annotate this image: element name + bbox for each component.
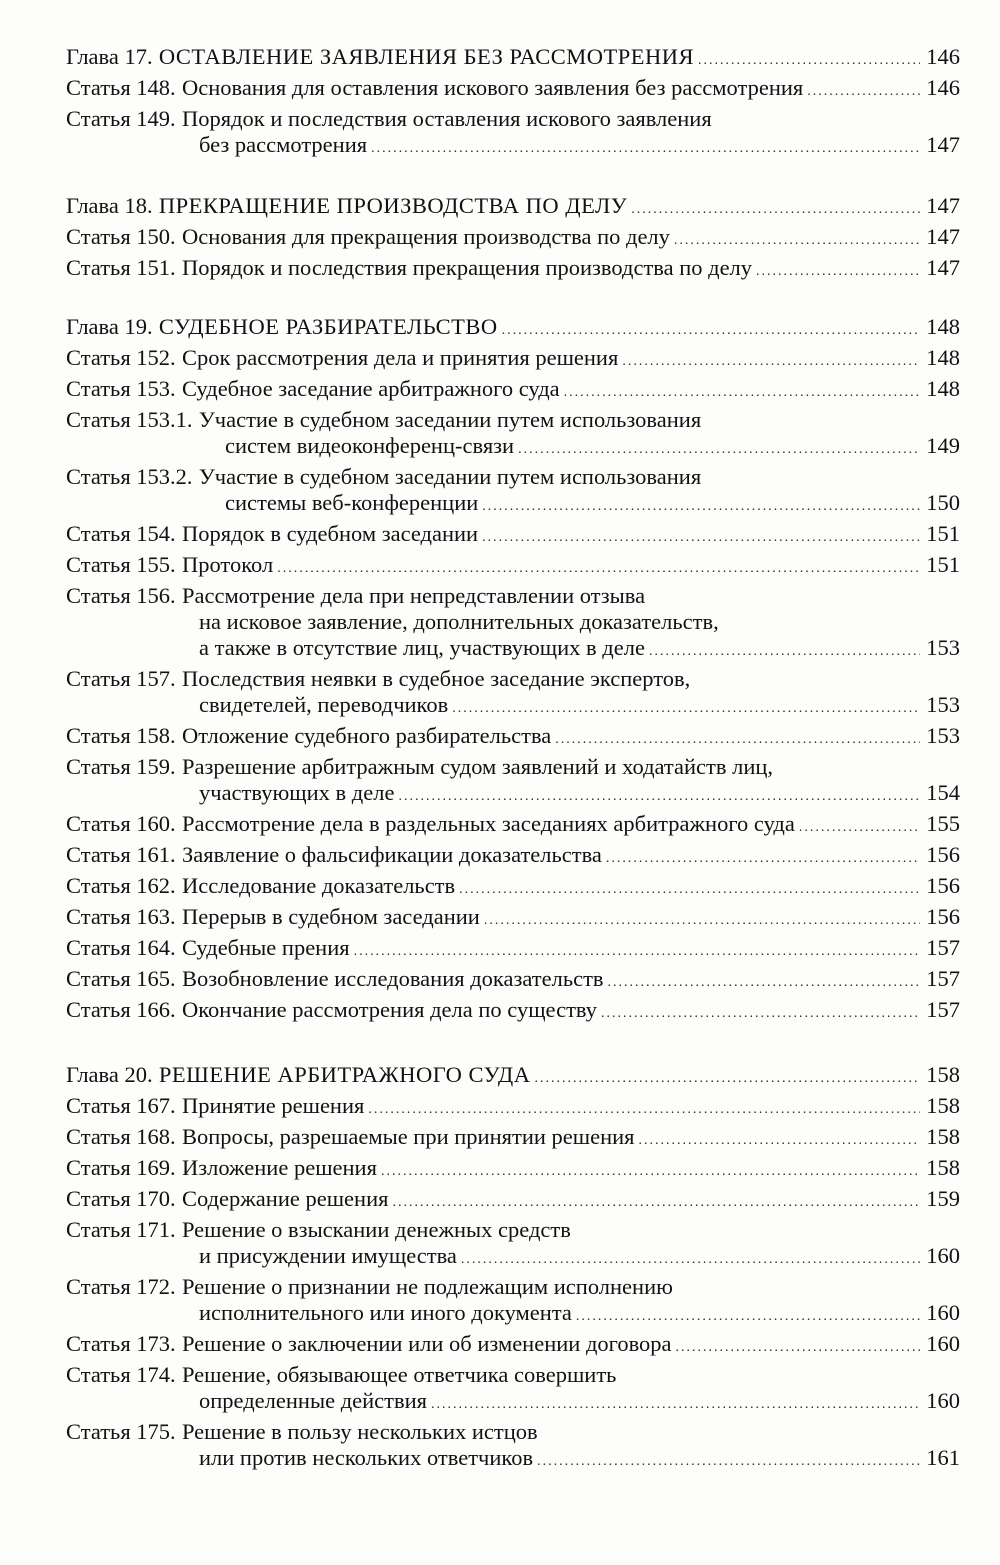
page-number: 154 [926,780,960,805]
toc-entry[interactable] [66,521,960,547]
article-label: Статья 157. [66,666,176,691]
article-title: и присуждении имущества [199,1243,457,1268]
toc-entry[interactable] [66,997,960,1023]
article-title: Последствия неявки в судебное заседание экспертов, [181,666,691,691]
page-number: 151 [926,521,960,546]
page-number: 158 [926,1155,960,1180]
leader-dots [392,1190,920,1216]
page-number: 158 [926,1062,960,1087]
leader-dots [482,494,920,520]
article-label: Статья 165. [66,966,176,991]
article-label: Статья 150. [66,224,176,249]
article-label: Статья 152. [66,345,176,370]
page-number: 157 [926,966,960,991]
leader-dots [606,846,920,872]
leader-dots [698,48,920,74]
page-number: 158 [926,1093,960,1118]
article-label: Статья 174. [66,1362,176,1387]
page-number: 159 [926,1186,960,1211]
article-label: Статья 164. [66,935,176,960]
page-number: 150 [926,490,960,515]
leader-dots [564,380,920,406]
page-number: 148 [926,345,960,370]
page-number: 147 [926,255,960,280]
chapter-title: ПРЕКРАЩЕНИЕ ПРОИЗВОДСТВА ПО ДЕЛУ [158,193,628,218]
article-label: Статья 153. [66,376,176,401]
article-title: Окончание рассмотрения дела по существу [181,997,598,1022]
toc-entry[interactable] [66,552,960,578]
toc-entry[interactable] [66,904,960,930]
chapter-title: РЕШЕНИЕ АРБИТРАЖНОГО СУДА [158,1062,531,1087]
article-label: Статья 153.2. [66,464,193,489]
article-label: Статья 173. [66,1331,176,1356]
page-number: 153 [926,635,960,660]
article-title: Отложение судебного разбирательства [181,723,552,748]
leader-dots [381,1159,920,1185]
chapter-label: Глава 19. [66,314,153,339]
article-title: Порядок в судебном заседании [181,521,479,546]
toc-entry[interactable] [66,1093,960,1119]
leader-dots [537,1449,920,1475]
toc-entry[interactable] [66,1217,960,1269]
article-title: Срок рассмотрения дела и принятия решения [181,345,619,370]
article-title: Порядок и последствия прекращения производства по делу [181,255,753,280]
page-number: 146 [926,75,960,100]
article-label: Статья 175. [66,1419,176,1444]
toc-entry[interactable] [66,224,960,250]
leader-dots [277,556,920,582]
article-title: Перерыв в судебном заседании [181,904,480,929]
article-label: Статья 167. [66,1093,176,1118]
chapter-label: Глава 20. [66,1062,153,1087]
leader-dots [622,349,920,375]
article-label: Статья 156. [66,583,176,608]
article-title: системы веб-конференции [225,490,479,515]
article-title: или против нескольких ответчиков [199,1445,534,1470]
leader-dots [518,437,920,463]
page-number: 147 [926,132,960,157]
article-label: Статья 169. [66,1155,176,1180]
leader-dots [459,877,920,903]
leader-dots [398,784,920,810]
article-title: Судебные прения [181,935,350,960]
page-number: 161 [926,1445,960,1470]
leader-dots [354,939,920,965]
page-number: 149 [926,433,960,458]
page-number: 148 [926,314,960,339]
article-title: участвующих в деле [199,780,395,805]
article-title: определенные действия [199,1388,427,1413]
leader-dots [482,525,920,551]
leader-dots [534,1066,920,1092]
chapter-title: ОСТАВЛЕНИЕ ЗАЯВЛЕНИЯ БЕЗ РАССМОТРЕНИЯ [158,44,695,69]
article-label: Статья 171. [66,1217,176,1242]
article-title: исполнительного или иного документа [199,1300,572,1325]
article-title: Порядок и последствия оставления искового заявления [181,106,712,131]
leader-dots [431,1392,920,1418]
article-label: Статья 148. [66,75,176,100]
article-title: Решение о признании не подлежащим исполнению [181,1274,673,1299]
article-title: без рассмотрения [199,132,368,157]
article-label: Статья 170. [66,1186,176,1211]
leader-dots [674,228,920,254]
leader-dots [461,1247,920,1273]
article-title: систем видеоконференц-связи [225,433,515,458]
page-number: 160 [926,1331,960,1356]
page-number: 146 [926,44,960,69]
article-label: Статья 160. [66,811,176,836]
chapter-label: Глава 17. [66,44,153,69]
article-title: Возобновление исследования доказательств [181,966,604,991]
page-number: 147 [926,193,960,218]
page-number: 151 [926,552,960,577]
page-number: 158 [926,1124,960,1149]
article-title: а также в отсутствие лиц, участвующих в деле [199,635,645,660]
article-title: Изложение решения [181,1155,377,1180]
chapter-heading[interactable] [66,1062,960,1088]
leader-dots [555,727,920,753]
article-title: Принятие решения [181,1093,365,1118]
toc-entry[interactable] [66,1155,960,1181]
article-title: Решение о взыскании денежных средств [181,1217,571,1242]
toc-entry[interactable] [66,935,960,961]
page-number: 160 [926,1388,960,1413]
chapter-section [66,44,960,163]
page-number: 160 [926,1300,960,1325]
toc-entry[interactable] [66,1362,960,1414]
toc-entry[interactable] [66,966,960,992]
chapter-section [66,1062,960,1476]
article-label: Статья 149. [66,106,176,131]
toc-entry[interactable] [66,464,960,516]
toc-entry[interactable] [66,407,960,459]
article-label: Статья 155. [66,552,176,577]
article-label: Статья 154. [66,521,176,546]
toc-entry[interactable] [66,666,960,718]
leader-dots [484,908,920,934]
leader-dots [799,815,920,841]
leader-dots [807,79,920,105]
toc-entry[interactable] [66,1331,960,1357]
page-number: 153 [926,692,960,717]
article-title: Судебное заседание арбитражного суда [181,376,560,401]
page-number: 157 [926,997,960,1022]
article-title: Вопросы, разрешаемые при принятии решения [181,1124,635,1149]
article-label: Статья 151. [66,255,176,280]
chapter-heading[interactable] [66,44,960,70]
article-label: Статья 153.1. [66,407,193,432]
article-title: Решение в пользу нескольких истцов [181,1419,538,1444]
page-number: 155 [926,811,960,836]
article-title: Решение о заключении или об изменении договора [181,1331,672,1356]
leader-dots [676,1335,920,1361]
article-label: Статья 163. [66,904,176,929]
article-title: Содержание решения [181,1186,389,1211]
chapter-section [66,193,960,286]
toc-entry[interactable] [66,345,960,371]
leader-dots [368,1097,920,1123]
article-title: Рассмотрение дела в раздельных заседаниях арбитражного суда [181,811,795,836]
article-title: Исследование доказательств [181,873,456,898]
toc-entry[interactable] [66,583,960,661]
toc-entry[interactable] [66,754,960,806]
page-number: 157 [926,935,960,960]
leader-dots [502,318,920,344]
article-label: Статья 172. [66,1274,176,1299]
toc-entry[interactable] [66,811,960,837]
page-number: 153 [926,723,960,748]
toc-entry[interactable] [66,1419,960,1471]
article-title: на исковое заявление, дополнительных доказательств, [199,609,719,634]
toc-entry[interactable] [66,842,960,868]
chapter-section [66,314,960,1028]
leader-dots [371,136,920,162]
toc-entry[interactable] [66,1124,960,1150]
leader-dots [639,1128,920,1154]
toc-entry[interactable] [66,1274,960,1326]
article-title: Основания для оставления искового заявления без рассмотрения [181,75,804,100]
toc-entry[interactable] [66,376,960,402]
page-number: 147 [926,224,960,249]
article-label: Статья 159. [66,754,176,779]
article-title: свидетелей, переводчиков [199,692,449,717]
page-number: 156 [926,842,960,867]
article-title: Заявление о фальсификации доказательства [181,842,602,867]
article-title: Разрешение арбитражным судом заявлений и ходатайств лиц, [181,754,774,779]
toc-entry[interactable] [66,255,960,281]
page-number: 156 [926,904,960,929]
leader-dots [576,1304,920,1330]
article-label: Статья 166. [66,997,176,1022]
toc-entry[interactable] [66,75,960,101]
chapter-label: Глава 18. [66,193,153,218]
leader-dots [601,1001,920,1027]
article-title: Основания для прекращения производства по делу [181,224,670,249]
chapter-heading[interactable] [66,314,960,340]
page-number: 148 [926,376,960,401]
article-label: Статья 162. [66,873,176,898]
page-number: 156 [926,873,960,898]
article-title: Участие в судебном заседании путем использования [198,407,702,432]
article-title: Рассмотрение дела при непредставлении отзыва [181,583,646,608]
toc-entry[interactable] [66,106,960,158]
leader-dots [756,259,920,285]
article-label: Статья 168. [66,1124,176,1149]
leader-dots [631,197,920,223]
leader-dots [608,970,920,996]
chapter-title: СУДЕБНОЕ РАЗБИРАТЕЛЬСТВО [158,314,498,339]
toc-entry[interactable] [66,873,960,899]
chapter-heading[interactable] [66,193,960,219]
article-label: Статья 161. [66,842,176,867]
toc-entry[interactable] [66,723,960,749]
leader-dots [452,696,920,722]
article-title: Решение, обязывающее ответчика совершить [181,1362,617,1387]
page-number: 160 [926,1243,960,1268]
article-title: Протокол [181,552,274,577]
toc-entry[interactable] [66,1186,960,1212]
article-title: Участие в судебном заседании путем использования [198,464,702,489]
article-label: Статья 158. [66,723,176,748]
leader-dots [649,639,920,665]
